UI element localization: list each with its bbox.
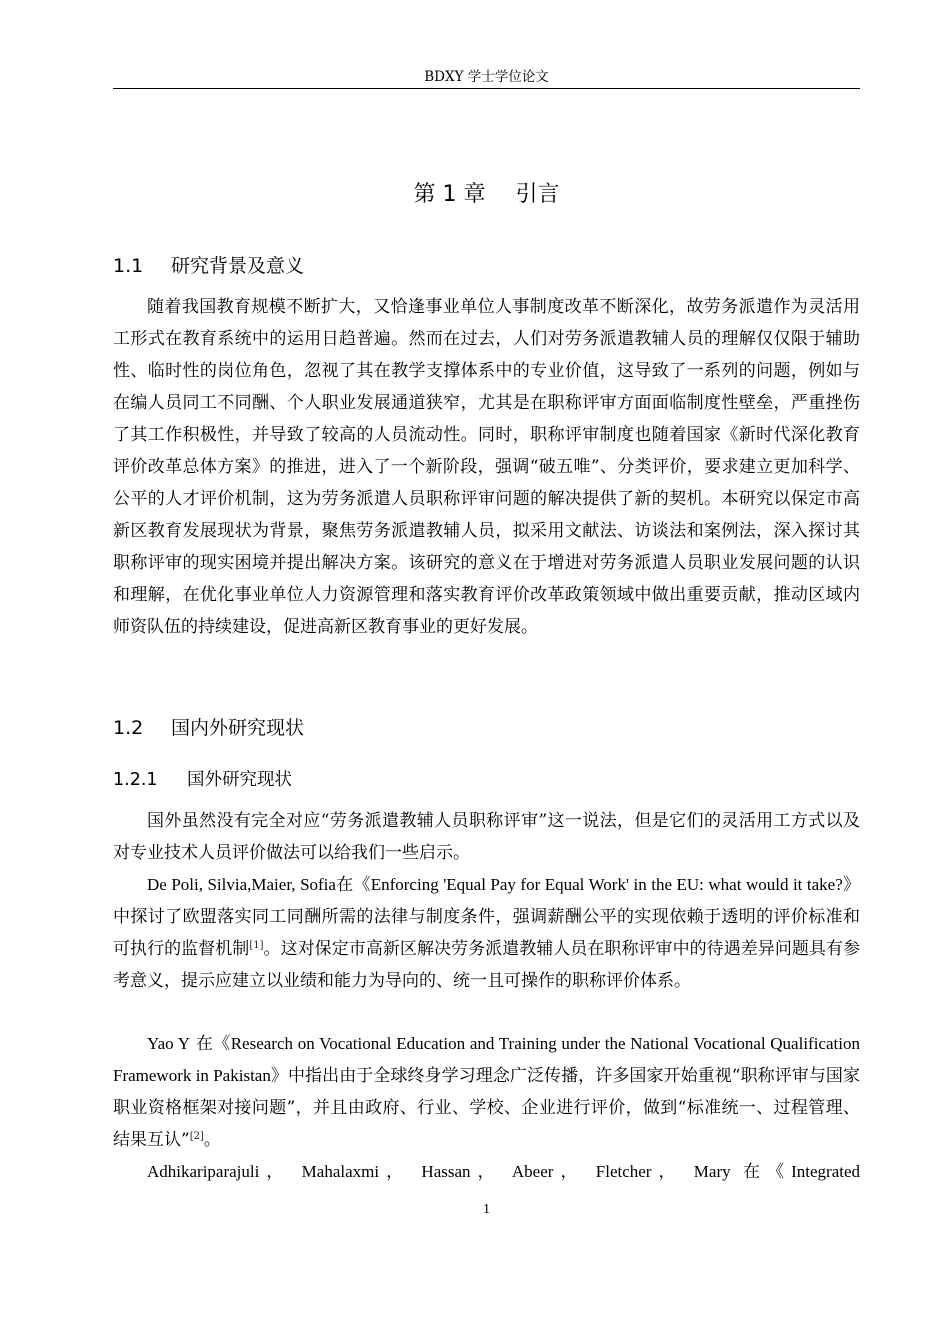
cited-authors: De Poli, Silvia,Maier, Sofia <box>147 875 336 894</box>
chapter-title: 引言 <box>515 182 560 207</box>
paragraph-adhikariparajuli <box>113 1156 860 1188</box>
section-heading-1-1 <box>113 252 304 280</box>
text-segment: 在《 <box>335 875 371 895</box>
section-number: 1.1 <box>113 255 144 277</box>
citation-ref[interactable]: [1] <box>249 940 264 951</box>
chapter-heading <box>113 178 860 212</box>
paragraph-background: 随着我国教育规模不断扩大，又恰逢事业单位人事制度改革不断深化，故劳务派遣作为灵活用工形式在教育系统中的运用日趋普遍。然而在过去，人们对劳务派遣教辅人员的理解仅仅限于辅助性、临时性的岗位角色，忽视了其在教学支撑体系中的专业价值，这导致了一系列的问题，例如与在编人员同工不同酬、个人职业发展通道狭窄，尤其是在职称评审方面面临制度性壁垒，严重挫伤了其工作积极性，并导致了较高的人员流动性。同时，职称评审制度也随着国家《新时代深化教育评价改革总体方案》的推进，进入了一个新阶段，强调“破五唯”、分类评价，要求建立更加科学、公平的人才评价机制，这为劳务派遣人员职称评审问题的解决提供了新的契机。本研究以保定市高新区教育发展现状为背景，聚焦劳务派遣教辅人员，拟采用文献法、访谈法和案例法，深入探讨其职称评审的现实困境并提出解决方案。该研究的意义在于增进对劳务派遣人员职业发展问题的认识和理解，在优化事业单位人力资源管理和落实教育评价改革政策领域中做出重要贡献，推动区域内师资队伍的持续建设，促进高新区教育事业的更好发展。 <box>113 297 860 637</box>
page-number: 1 <box>483 1202 490 1217</box>
text-segment: 》中指出由于全球终身学习理念广泛传播，许多国家开始重视“职称评审与国家职业资格框架对接问题”，并且由政府、行业、学校、企业进行评价，做到“标准统一、过程管理、结果互认” <box>113 1066 860 1150</box>
section-title: 研究背景及意义 <box>171 255 305 277</box>
section-title: 国内外研究现状 <box>171 717 305 739</box>
section-number: 1.2 <box>113 717 144 739</box>
header-rule <box>113 88 860 89</box>
cited-authors: Yao Y <box>147 1034 190 1053</box>
paragraph-foreign-intro: 国外虽然没有完全对应“劳务派遣教辅人员职称评审”这一说法，但是它们的灵活用工方式以及对专业技术人员评价做法可以给我们一些启示。 <box>113 811 860 863</box>
section-heading-1-2 <box>113 714 304 742</box>
running-header: BDXY 学士学位论文 <box>424 69 549 85</box>
cited-work-title: Enforcing 'Equal Pay for Equal Work' in the EU: what would it take? <box>370 875 843 894</box>
text-segment: 》中探讨了欧盟落实同工同酬所需的法律与制度条件，强调薪酬公平的实现依赖于透明的评价标准和可执行的监督机制 <box>113 875 861 959</box>
chapter-number: 第 1 章 <box>413 182 486 207</box>
subsection-number: 1.2.1 <box>113 770 158 790</box>
text-segment: 。这对保定市高新区解决劳务派遣教辅人员在职称评审中的待遇差异问题具有参考意义，提示应建立以业绩和能力为导向的、统一且可操作的职称评价体系。 <box>113 939 861 991</box>
text-segment: 。 <box>203 1130 221 1150</box>
paragraph-de-poli <box>113 869 860 997</box>
cited-authors: Adhikariparajuli， Mahalaxmi， Hassan， Abeer， Fletcher， Mary <box>147 1162 731 1181</box>
subsection-title: 国外研究现状 <box>187 770 292 790</box>
paragraph-yao <box>113 1028 860 1156</box>
subsection-heading-1-2-1 <box>113 767 292 793</box>
text-segment: 在《 <box>189 1034 231 1054</box>
cited-work-title: Integrated <box>791 1162 861 1181</box>
cited-work-title: Research on Vocational Education and Training under the National Vocational Qualification Framework in Pakistan <box>113 1034 860 1085</box>
text-segment: 在《 <box>730 1162 792 1182</box>
citation-ref[interactable]: [2] <box>189 1131 204 1142</box>
